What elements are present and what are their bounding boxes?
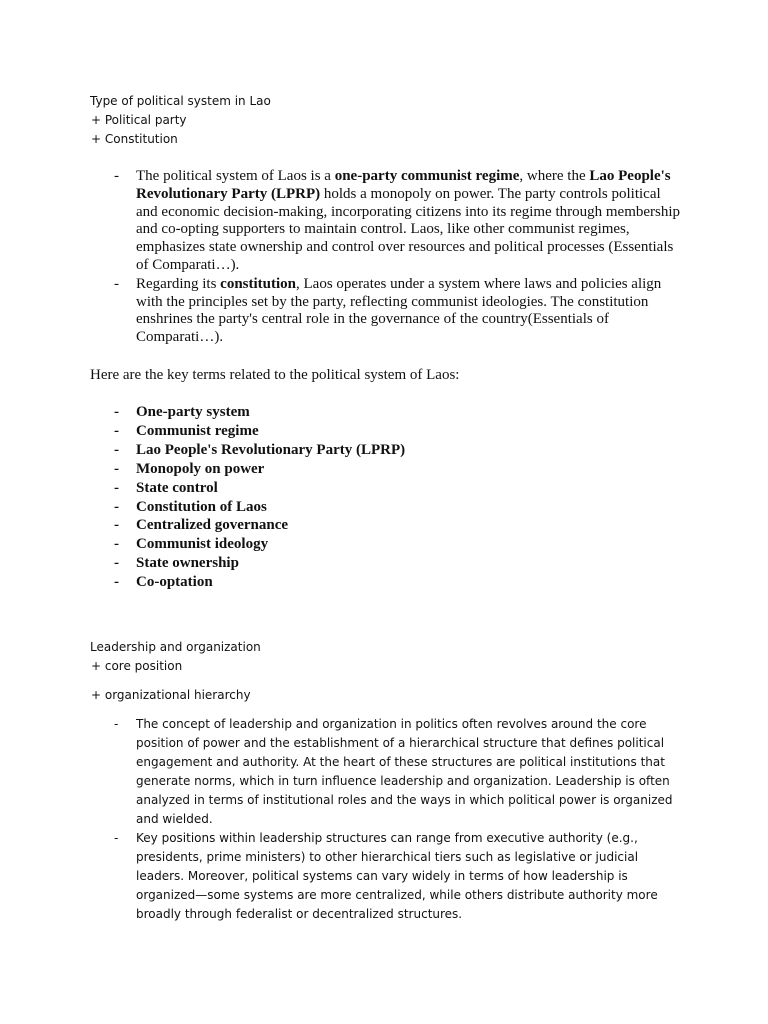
list-item: - One-party system [114,404,250,420]
leadership-list [114,715,681,924]
list-item: - The concept of leadership and organization in politics often revolves around the core position of power and the establishment of a hierarchical structure that defines political engagement and authority. At the heart of these structures are political institutions that generate norms, which in turn influence leadership and organization. Leadership is often analyzed in terms of institutional roles and the ways in which political power is organized and wielded. [114,717,673,826]
dash-bullet: - [114,422,119,439]
dash-bullet: - [114,555,119,572]
list-item: - Communist ideology [114,536,269,553]
dash-bullet: - [114,479,119,496]
list-item: - State ownership [114,555,239,572]
list-item: - Constitution of Laos [114,498,267,515]
dash-bullet: - [114,460,119,477]
list-item: - Co-optation [114,574,213,591]
list-item: - The political system of Laos is a one-party communist regime, where the Lao People's Revolutionary Party (LPRP) holds a monopoly on power. The party controls political and economic decision-making, incorporating citizens into its regime through membership and co-opting supporters to maintain control. Laos, like other communist regimes, emphasizes state ownership and control over resources and political processes (Essentials of Comparati…). [114,168,681,273]
list-item: - Monopoly on power [114,460,265,477]
list-item: - Communist regime [114,422,259,439]
list-item: - State control [114,479,218,496]
dash-bullet: - [114,717,119,731]
dash-bullet: - [114,498,119,515]
dash-bullet: - [114,536,119,553]
key-terms-list [114,403,681,592]
dash-bullet: - [114,517,119,534]
dash-bullet: - [114,831,119,845]
dash-bullet: - [114,574,119,591]
dash-bullet: - [114,168,119,184]
dash-bullet: - [114,404,119,420]
subheading-constitution: + Constitution [91,132,178,146]
subheading-organizational-hierarchy: + organizational hierarchy [91,688,251,702]
list-item: - Key positions within leadership structures can range from executive authority (e.g., presidents, prime ministers) to other hierarchical tiers such as legislative or judicial leaders. Moreover, political systems can vary widely in terms of how leadership is organized—some systems are more centralized, while others distribute authority more broadly through federalist or decentralized structures. [114,831,658,921]
subheading-core-position: + core position [91,659,183,673]
key-terms-intro: Here are the key terms related to the political system of Laos: [90,367,460,383]
list-item: - Regarding its constitution, Laos operates under a system where laws and policies align with the principles set by the party, reflecting communist ideologies. The constitution enshrines the party's central role in the governance of the country(Essentials of Comparati…). [114,275,662,346]
political-system-list [114,168,681,348]
subheading-political-party: + Political party [91,113,187,127]
dash-bullet: - [114,441,119,458]
section-title-leadership: Leadership and organization [90,640,261,654]
section-title-political-system: Type of political system in Lao [90,94,271,108]
list-item: - Lao People's Revolutionary Party (LPRP) [114,441,406,458]
list-item: - Centralized governance [114,517,289,534]
dash-bullet: - [114,275,119,292]
